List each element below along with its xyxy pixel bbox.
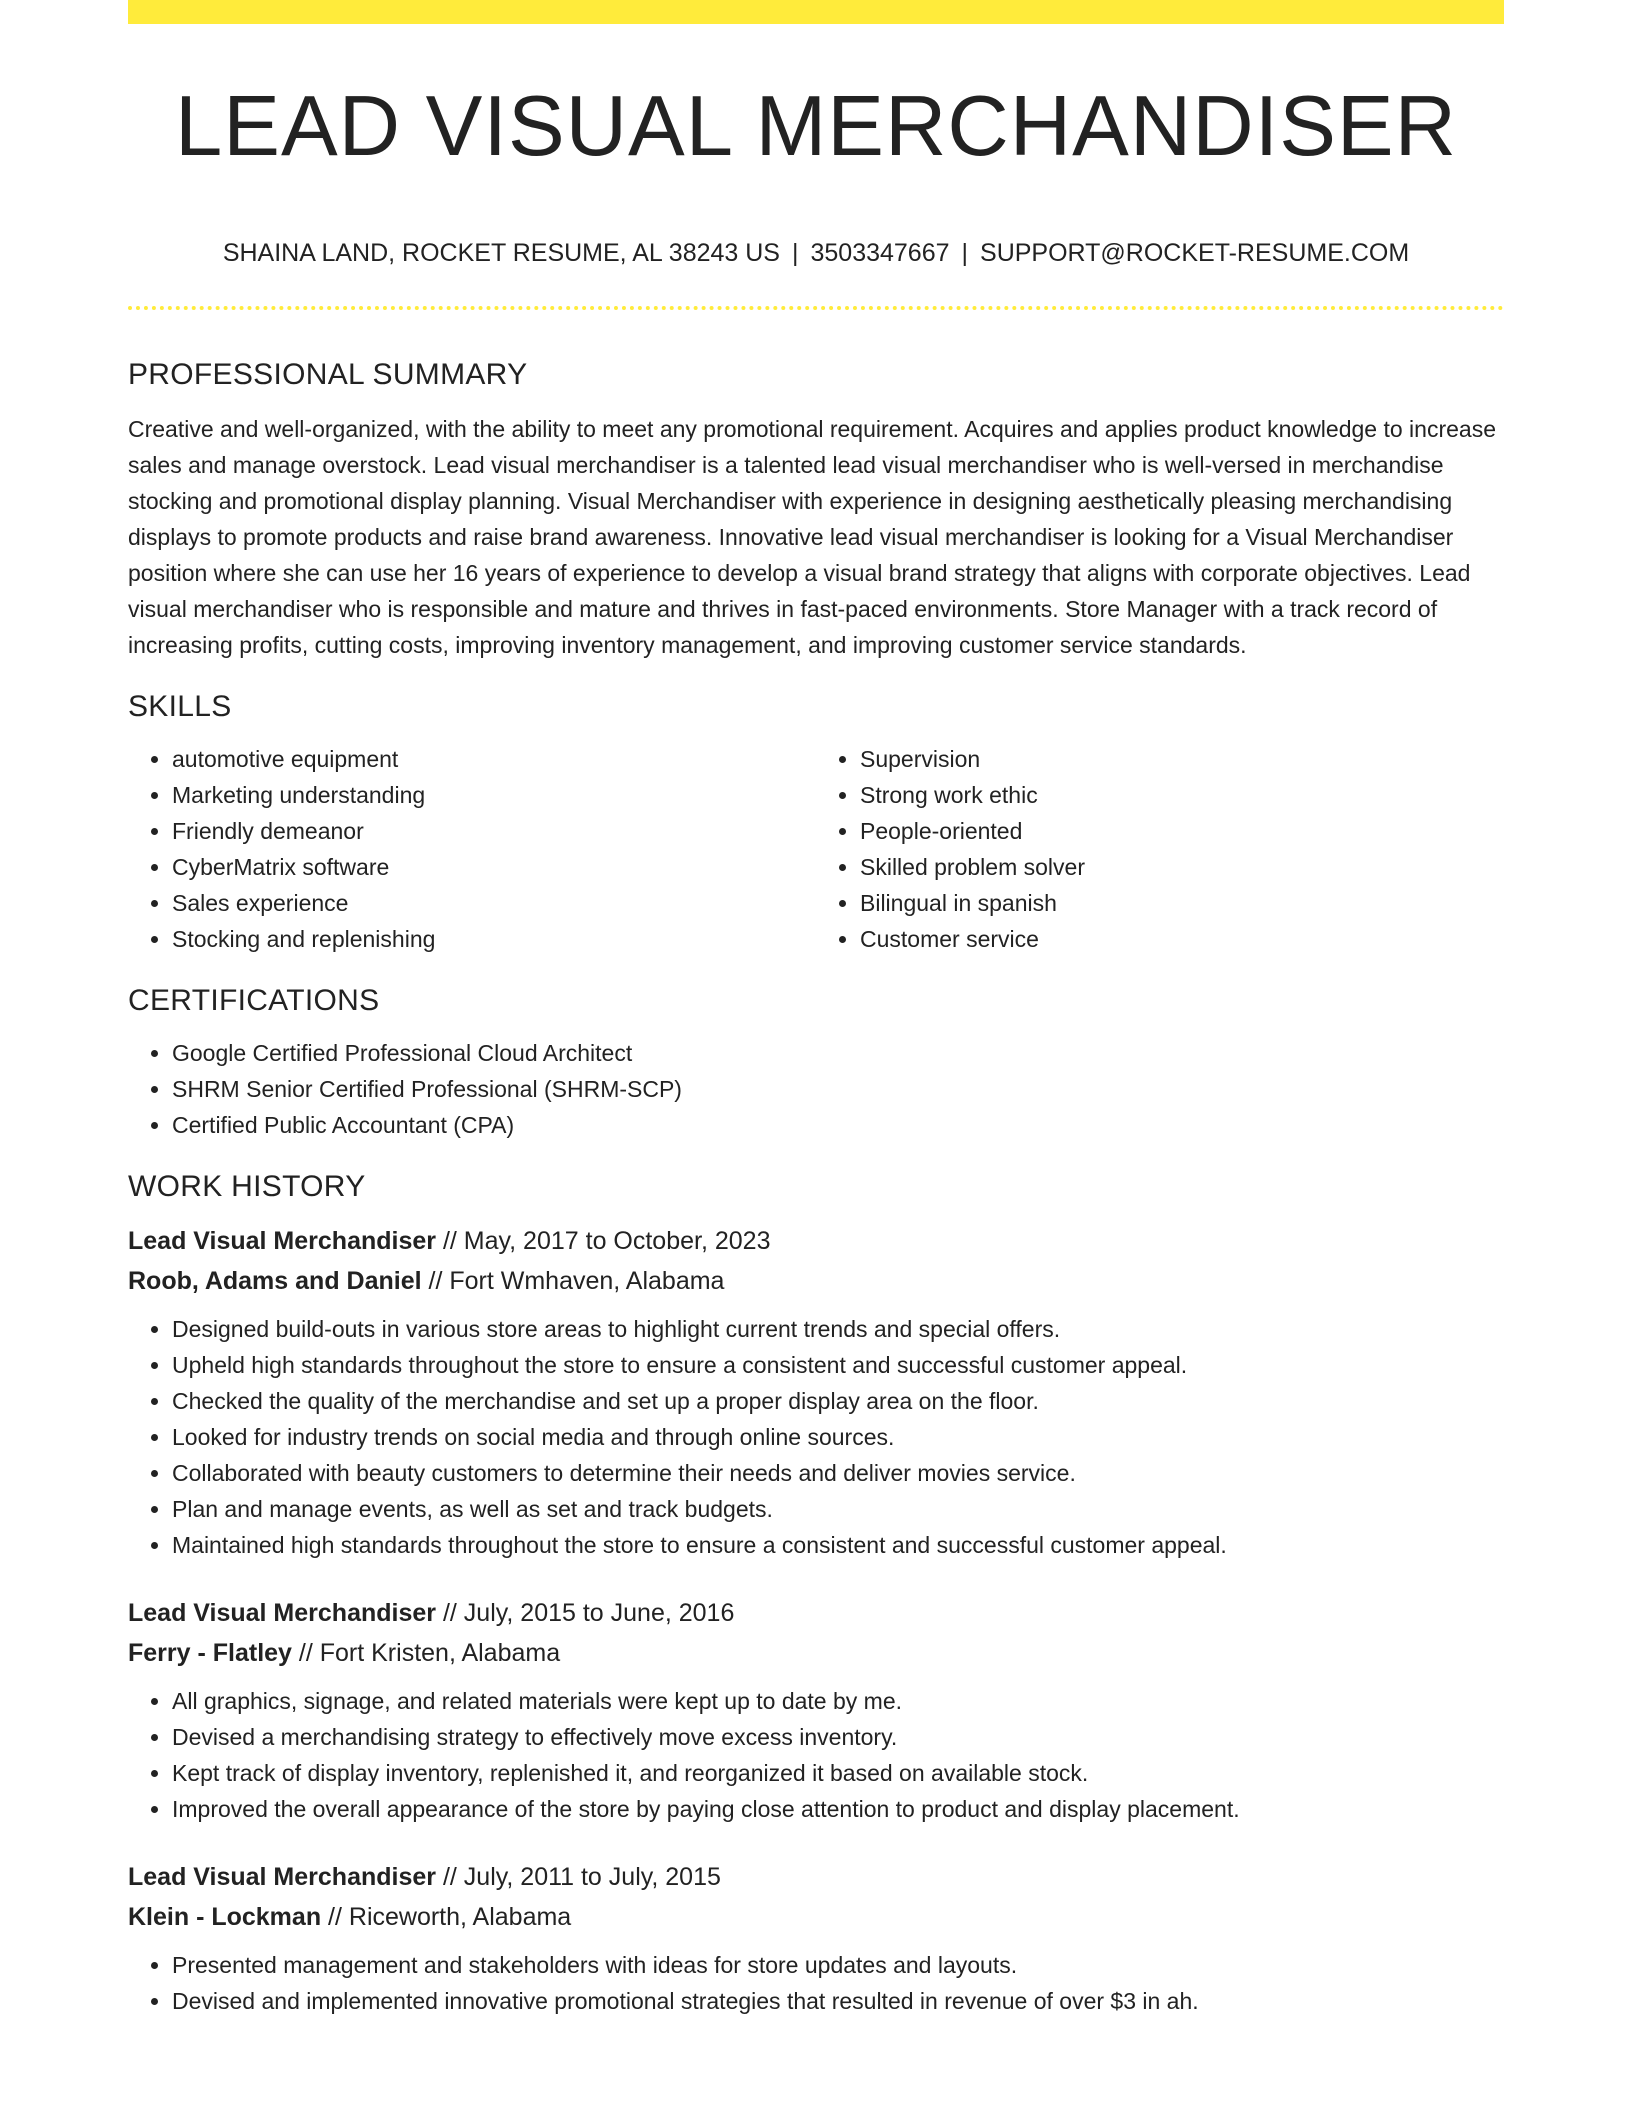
job-bullets bbox=[128, 1311, 1504, 1563]
job-entry bbox=[128, 1593, 1504, 1827]
skills-grid bbox=[128, 741, 1504, 957]
skill-item: • Supervision bbox=[860, 741, 1504, 777]
job-bullet: • Looked for industry trends on social media and through online sources. bbox=[172, 1419, 1504, 1455]
skill-item: • Skilled problem solver bbox=[860, 849, 1504, 885]
job-location: // Fort Kristen, Alabama bbox=[298, 1639, 561, 1667]
job-company: Ferry - Flatley bbox=[128, 1639, 292, 1667]
job-bullet: • Upheld high standards throughout the store to ensure a consistent and successful customer appeal. bbox=[172, 1347, 1504, 1383]
work-history-section bbox=[128, 1167, 1504, 2019]
job-bullet: • Kept track of display inventory, replenished it, and reorganized it based on available stock. bbox=[172, 1755, 1504, 1791]
job-bullet: • Collaborated with beauty customers to determine their needs and deliver movies service. bbox=[172, 1455, 1504, 1491]
job-company-line bbox=[128, 1261, 1504, 1301]
contact-phone[interactable]: 3503347667 bbox=[810, 239, 950, 267]
job-title-line bbox=[128, 1593, 1504, 1633]
job-entry bbox=[128, 1857, 1504, 2019]
certification-item: • Certified Public Accountant (CPA) bbox=[172, 1107, 1504, 1143]
summary-heading: PROFESSIONAL SUMMARY bbox=[128, 358, 528, 391]
job-bullet: • Checked the quality of the merchandise and set up a proper display area on the floor. bbox=[172, 1383, 1504, 1419]
skill-item: • People-oriented bbox=[860, 813, 1504, 849]
certifications-section bbox=[128, 981, 1504, 1143]
skill-item: • Friendly demeanor bbox=[172, 813, 816, 849]
job-dates: // July, 2011 to July, 2015 bbox=[442, 1863, 721, 1891]
skills-heading: SKILLS bbox=[128, 690, 232, 723]
contact-address: SHAINA LAND, ROCKET RESUME, AL 38243 US bbox=[222, 239, 780, 267]
skills-list-left bbox=[128, 741, 816, 957]
job-title: Lead Visual Merchandiser bbox=[128, 1863, 436, 1891]
job-title-line bbox=[128, 1857, 1504, 1897]
job-company: Klein - Lockman bbox=[128, 1903, 322, 1931]
resume-content bbox=[128, 355, 1504, 2019]
skill-item: • Bilingual in spanish bbox=[860, 885, 1504, 921]
job-title: Lead Visual Merchandiser bbox=[128, 1227, 436, 1255]
job-title: Lead Visual Merchandiser bbox=[128, 1599, 436, 1627]
accent-bar bbox=[128, 0, 1504, 24]
dotted-divider bbox=[128, 306, 1504, 310]
contact-email[interactable]: SUPPORT@ROCKET-RESUME.COM bbox=[980, 239, 1410, 267]
job-bullet: • Improved the overall appearance of the store by paying close attention to product and display placement. bbox=[172, 1791, 1504, 1827]
job-company-line bbox=[128, 1633, 1504, 1673]
job-bullet: • Designed build-outs in various store areas to highlight current trends and special offers. bbox=[172, 1311, 1504, 1347]
certifications-list bbox=[128, 1035, 1504, 1143]
job-bullet: • Devised and implemented innovative promotional strategies that resulted in revenue of over $3 in ah. bbox=[172, 1983, 1504, 2019]
job-bullet: • Devised a merchandising strategy to effectively move excess inventory. bbox=[172, 1719, 1504, 1755]
skill-item: • Marketing understanding bbox=[172, 777, 816, 813]
skill-item: • Sales experience bbox=[172, 885, 816, 921]
job-bullet: • Maintained high standards throughout the store to ensure a consistent and successful customer appeal. bbox=[172, 1527, 1504, 1563]
job-dates: // July, 2015 to June, 2016 bbox=[442, 1599, 735, 1627]
certification-item: • SHRM Senior Certified Professional (SHRM-SCP) bbox=[172, 1071, 1504, 1107]
work-history-heading: WORK HISTORY bbox=[128, 1170, 366, 1203]
contact-separator: | bbox=[961, 239, 969, 267]
skills-section bbox=[128, 687, 1504, 957]
job-company: Roob, Adams and Daniel bbox=[128, 1267, 422, 1295]
job-bullets bbox=[128, 1947, 1504, 2019]
certification-item: • Google Certified Professional Cloud Architect bbox=[172, 1035, 1504, 1071]
job-bullet: • Presented management and stakeholders with ideas for store updates and layouts. bbox=[172, 1947, 1504, 1983]
skill-item: • Stocking and replenishing bbox=[172, 921, 816, 957]
job-company-line bbox=[128, 1897, 1504, 1937]
job-location: // Riceworth, Alabama bbox=[328, 1903, 572, 1931]
certifications-heading: CERTIFICATIONS bbox=[128, 984, 380, 1017]
contact-line bbox=[128, 238, 1504, 268]
skill-item: • Customer service bbox=[860, 921, 1504, 957]
skill-item: • Strong work ethic bbox=[860, 777, 1504, 813]
skill-item: • automotive equipment bbox=[172, 741, 816, 777]
job-location: // Fort Wmhaven, Alabama bbox=[428, 1267, 725, 1295]
summary-text: Creative and well-organized, with the ability to meet any promotional requirement. Acquires and applies product knowledge to increase sales and manage overstock. Lead visual merchandiser is a talented lead visual merchandiser who is well-versed in merchandise stocking and promotional display planning. Visual Merchandiser with experience in designing aesthetically pleasing merchandising displays to promote products and raise brand awareness. Innovative lead visual merchandiser is looking for a Visual Merchandiser position where she can use her 16 years of experience to develop a visual brand strategy that aligns with corporate objectives. Lead visual merchandiser who is responsible and mature and thrives in fast-paced environments. Store Manager with a track record of increasing profits, cutting costs, improving inventory management, and improving customer service standards. bbox=[128, 416, 1496, 658]
skill-item: • CyberMatrix software bbox=[172, 849, 816, 885]
job-bullet: • All graphics, signage, and related materials were kept up to date by me. bbox=[172, 1683, 1504, 1719]
skills-list-right bbox=[816, 741, 1504, 957]
job-bullets bbox=[128, 1683, 1504, 1827]
job-title-line bbox=[128, 1221, 1504, 1261]
summary-section bbox=[128, 355, 1504, 663]
job-bullet: • Plan and manage events, as well as set and track budgets. bbox=[172, 1491, 1504, 1527]
job-entry bbox=[128, 1221, 1504, 1563]
contact-separator: | bbox=[791, 239, 799, 267]
page-title: LEAD VISUAL MERCHANDISER bbox=[175, 79, 1457, 174]
job-dates: // May, 2017 to October, 2023 bbox=[442, 1227, 771, 1255]
